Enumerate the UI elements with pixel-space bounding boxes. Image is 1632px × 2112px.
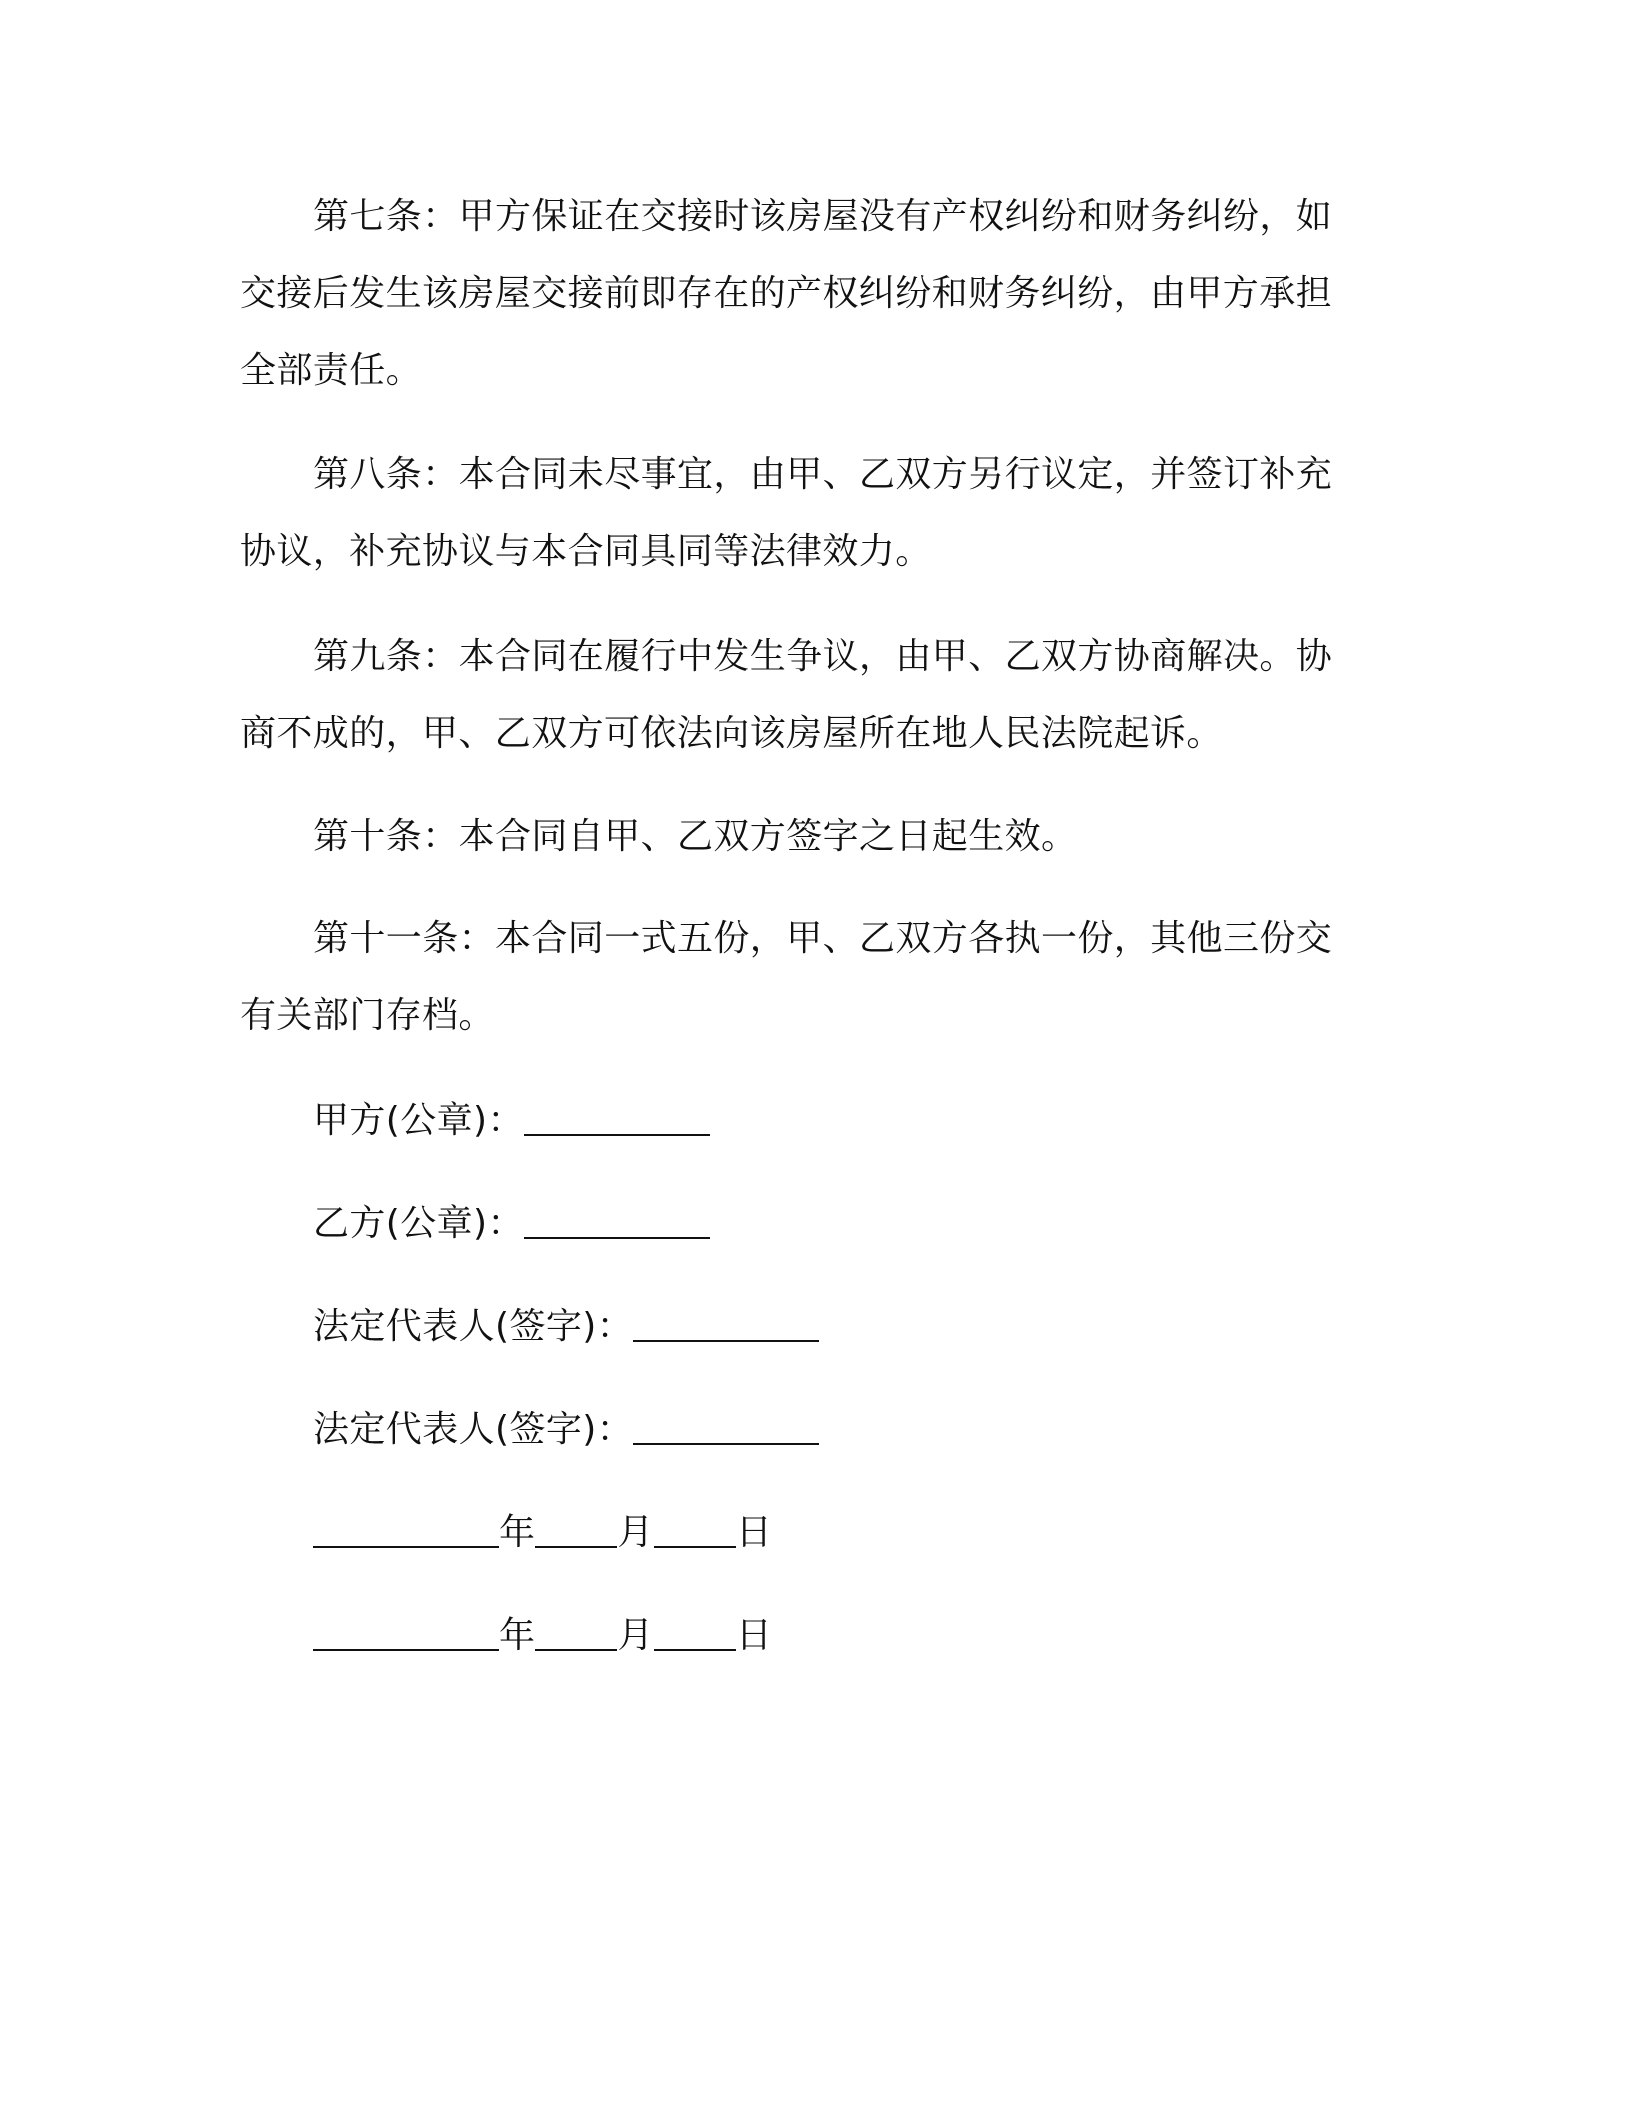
clause-9: 第九条：本合同在履行中发生争议，由甲、乙双方协商解决。协商不成的，甲、乙双方可依法向该房屋所在地人民法院起诉。 <box>240 636 1333 754</box>
date-line-1 <box>313 1494 772 1571</box>
date-2-day-label: 日 <box>735 1615 773 1656</box>
signature-rep-1-label: 法定代表人(签字)： <box>313 1306 634 1347</box>
clause-11: 第十一条：本合同一式五份，甲、乙双方各执一份，其他三份交有关部门存档。 <box>240 918 1333 1036</box>
date-1-day-label: 日 <box>735 1512 773 1553</box>
date-1-year-blank <box>313 1516 499 1548</box>
signature-rep-2-blank <box>633 1413 819 1445</box>
date-2-year-blank <box>313 1619 499 1651</box>
clause-8: 第八条：本合同未尽事宜，由甲、乙双方另行议定，并签订补充协议，补充协议与本合同具同等法律效力。 <box>240 454 1333 572</box>
signature-party-a-label: 甲方(公章)： <box>313 1100 524 1141</box>
date-line-2 <box>313 1597 772 1674</box>
signature-party-b <box>313 1185 710 1262</box>
signature-rep-2 <box>313 1391 819 1468</box>
signature-party-b-blank <box>524 1207 710 1239</box>
signature-party-b-label: 乙方(公章)： <box>313 1203 524 1244</box>
signature-rep-1-blank <box>633 1310 819 1342</box>
date-2-year-label: 年 <box>499 1615 536 1656</box>
signature-rep-2-label: 法定代表人(签字)： <box>313 1409 634 1450</box>
date-1-day-blank <box>654 1516 736 1548</box>
date-1-month-label: 月 <box>617 1512 654 1553</box>
clause-7: 第七条：甲方保证在交接时该房屋没有产权纠纷和财务纠纷，如交接后发生该房屋交接前即存在的产权纠纷和财务纠纷，由甲方承担全部责任。 <box>240 196 1333 391</box>
signature-party-a-blank <box>524 1104 710 1136</box>
signature-party-a <box>313 1082 710 1159</box>
date-1-year-label: 年 <box>499 1512 536 1553</box>
date-2-month-label: 月 <box>617 1615 654 1656</box>
clause-10: 第十条：本合同自甲、乙双方签字之日起生效。 <box>313 816 1078 857</box>
signature-rep-1 <box>313 1288 819 1365</box>
date-2-day-blank <box>654 1619 736 1651</box>
date-2-month-blank <box>535 1619 617 1651</box>
date-1-month-blank <box>535 1516 617 1548</box>
